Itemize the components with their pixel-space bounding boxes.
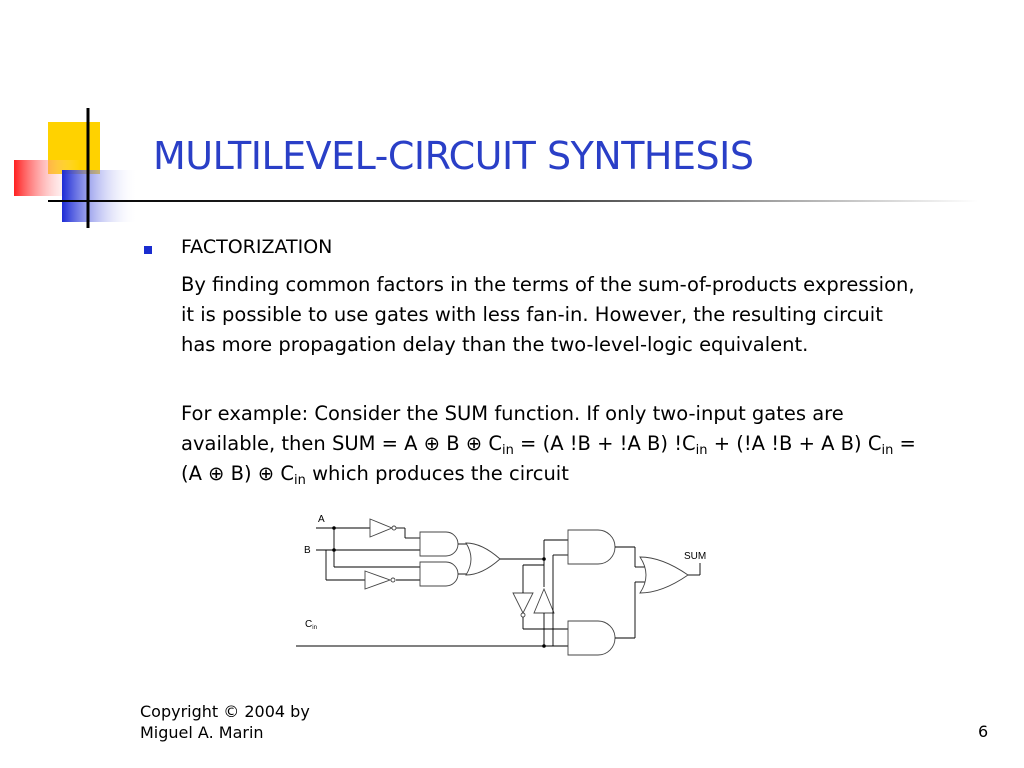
output-label-sum: SUM — [684, 551, 707, 562]
and-gate-2 — [420, 562, 458, 586]
not-gate-a — [370, 519, 396, 537]
subscript-in: in — [695, 443, 708, 458]
and-gate-4 — [568, 621, 615, 655]
copyright-line-2: Miguel A. Marin — [140, 723, 264, 742]
slide-logo — [0, 0, 160, 240]
paragraph-example — [181, 399, 921, 489]
and-gate-3 — [568, 530, 615, 564]
copyright-line-1: Copyright © 2004 by — [140, 702, 310, 721]
example-text-1: For example: Consider the SUM function. If only two-input gates are available, then SUM = A ⊕ B ⊕ C — [181, 402, 844, 455]
input-label-cin: $C_{in}$ — [305, 619, 317, 631]
example-text-5: which produces the circuit — [305, 462, 569, 485]
or-gate-sum — [640, 557, 688, 593]
bullet-square-icon — [144, 246, 152, 254]
subscript-in: in — [881, 443, 894, 458]
or-gate-1 — [466, 543, 500, 575]
subscript-in: in — [294, 473, 306, 488]
buffer-gate — [534, 589, 554, 613]
input-label-a: A — [318, 514, 325, 525]
footer-copyright — [140, 701, 310, 743]
subscript-in: in — [502, 443, 514, 458]
page-number: 6 — [978, 722, 989, 741]
full-adder-sum-circuit — [290, 505, 730, 665]
example-text-2: = (A !B + !A B) !C — [513, 432, 696, 455]
not-gate-xor — [513, 593, 533, 617]
bullet-heading: FACTORIZATION — [181, 236, 333, 258]
not-gate-b — [365, 571, 395, 589]
input-label-b: B — [304, 545, 311, 556]
and-gate-1 — [420, 532, 458, 556]
example-text-4: = (A ⊕ B) ⊕ C — [181, 432, 916, 485]
example-text-3: + (!A !B + A B) C — [707, 432, 882, 455]
slide-title: MULTILEVEL-CIRCUIT SYNTHESIS — [153, 134, 754, 178]
wire-a — [316, 526, 420, 567]
paragraph-factorization: By finding common factors in the terms of the sum-of-products expression, it is possible to use gates with less fan-in. However, the resulting circuit has more propagation delay than the two-level-logic equivalent. — [181, 273, 915, 356]
title-divider — [48, 198, 978, 204]
